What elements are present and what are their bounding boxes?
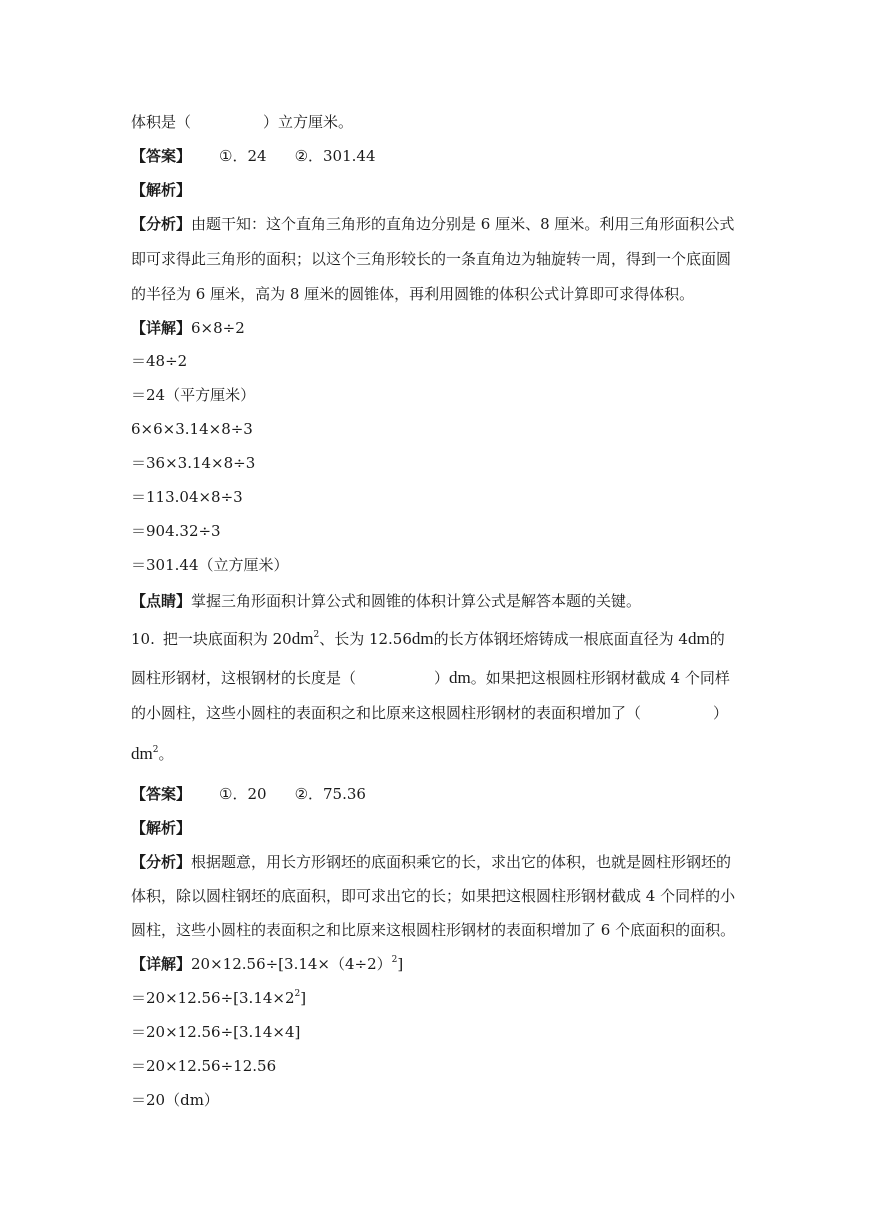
answer-2: ②．301.44 bbox=[294, 147, 376, 165]
answer-1: ①．24 bbox=[219, 147, 267, 165]
q10-analysis-tag: 【解析】 bbox=[131, 819, 192, 837]
q10-step-5: ＝20（dm） bbox=[131, 1091, 219, 1109]
answer-tag: 【答案】 bbox=[131, 147, 192, 165]
q9-fenxi-3: 的半径为 6 厘米，高为 8 厘米的圆锥体，再利用圆锥的体积公式计算即可求得体积。 bbox=[131, 285, 695, 303]
answer-1: ①．20 bbox=[219, 785, 267, 803]
q9-step-7: ＝301.44（立方厘米） bbox=[131, 556, 289, 574]
q9-step-4: ＝36×3.14×8÷3 bbox=[131, 454, 256, 472]
q10-step-4: ＝20×12.56÷12.56 bbox=[131, 1057, 277, 1075]
q10-step-2: $=20\times 12.56\div[3.14\times 2^2]$ bbox=[131, 989, 307, 1007]
q9-step-2: ＝24（平方厘米） bbox=[131, 386, 256, 404]
q9-step-5: ＝113.04×8÷3 bbox=[131, 488, 243, 506]
q9-dianjing: 【点睛】掌握三角形面积计算公式和圆锥的体积计算公式是解答本题的关键。 bbox=[131, 592, 642, 610]
answer-2: ②．75.36 bbox=[294, 785, 366, 803]
q10-fenxi-2: 体积，除以圆柱钢坯的底面积，即可求出它的长；如果把这根圆柱形钢材截成 4 个同样的小 bbox=[131, 887, 736, 905]
q9-stem-tail: 体积是（ ）立方厘米。 bbox=[131, 113, 354, 131]
q10-answer bbox=[131, 784, 366, 804]
q9-fenxi-2: 即可求得此三角形的面积；以这个三角形较长的一条直角边为轴旋转一周，得到一个底面圆 bbox=[131, 250, 732, 268]
q9-step-1: ＝48÷2 bbox=[131, 352, 188, 370]
q10-fenxi-3: 圆柱，这些小圆柱的表面积之和比原来这根圆柱形钢材的表面积增加了 6 个底面积的面积。 bbox=[131, 921, 736, 939]
q10-step-3: ＝20×12.56÷[3.14×4] bbox=[131, 1023, 301, 1041]
q10-stem-line-3: 的小圆柱，这些小圆柱的表面积之和比原来这根圆柱形钢材的表面积增加了（ ） bbox=[131, 704, 729, 722]
q9-step-0: 【详解】6×8÷2 bbox=[131, 319, 245, 337]
q10-fenxi-1: 【分析】根据题意，用长方形钢坯的底面积乘它的长，求出它的体积，也就是圆柱形钢坯的 bbox=[131, 853, 732, 871]
q9-fenxi-1: 【分析】由题干知：这个直角三角形的直角边分别是 6 厘米、8 厘米。利用三角形面积公式 bbox=[131, 215, 735, 233]
q10-stem-line-1: 10. 把一块底面积为 $20dm^2$、长为 12.56dm的长方体钢坯熔铸成一根底面直径为 4dm的 bbox=[131, 629, 725, 648]
q9-analysis-tag: 【解析】 bbox=[131, 181, 192, 199]
q10-step-1: 【详解】$20\times 12.56\div[3.14\times(4\div 2)^2]$ bbox=[131, 955, 404, 973]
answer-tag: 【答案】 bbox=[131, 785, 192, 803]
q9-step-6: ＝904.32÷3 bbox=[131, 522, 221, 540]
question-number: 10. bbox=[131, 630, 155, 648]
q9-step-3: 6×6×3.14×8÷3 bbox=[131, 420, 253, 438]
q10-stem-line-2: 圆柱形钢材，这根钢材的长度是（ ）dm。如果把这根圆柱形钢材截成 4 个同样 bbox=[131, 668, 730, 687]
q9-answer bbox=[131, 146, 376, 166]
q10-stem-line-4: $dm^2$。 bbox=[131, 744, 174, 763]
